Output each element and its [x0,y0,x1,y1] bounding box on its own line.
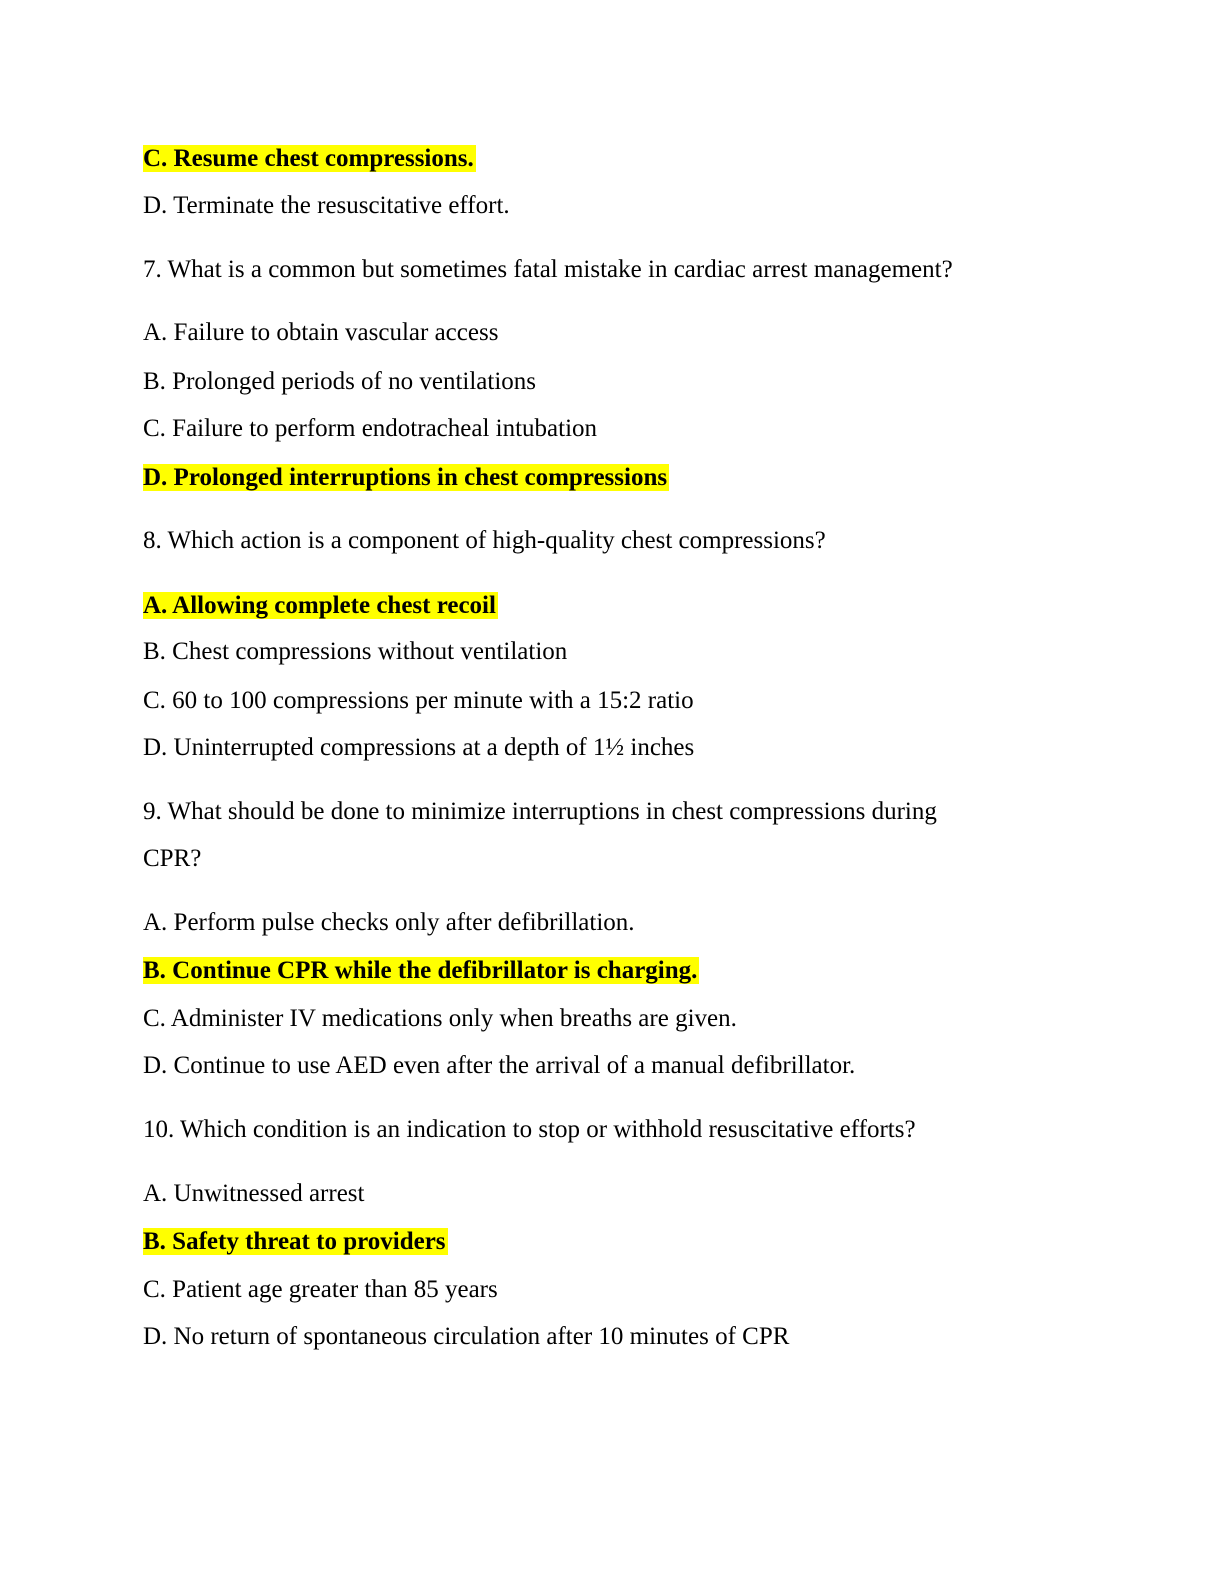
question-9: 9. What should be done to minimize interruptions in chest compressions during [143,798,937,825]
answer-option-7a: A. Failure to obtain vascular access [143,319,499,346]
answer-option-6d: D. Terminate the resuscitative effort. [143,192,510,219]
answer-option-10d: D. No return of spontaneous circulation after 10 minutes of CPR [143,1323,790,1350]
question-9-continued: CPR? [143,845,202,872]
answer-option-10b: B. Safety threat to providers [143,1228,446,1255]
answer-option-7c: C. Failure to perform endotracheal intubation [143,415,598,442]
answer-option-9c: C. Administer IV medications only when breaths are given. [143,1005,737,1032]
answer-option-8c: C. 60 to 100 compressions per minute with a 15:2 ratio [143,687,694,714]
answer-option-10c: C. Patient age greater than 85 years [143,1276,498,1303]
question-10: 10. Which condition is an indication to stop or withhold resuscitative efforts? [143,1116,916,1143]
answer-option-9d: D. Continue to use AED even after the arrival of a manual defibrillator. [143,1052,856,1079]
answer-option-8b: B. Chest compressions without ventilation [143,638,568,665]
answer-option-9b: B. Continue CPR while the defibrillator is charging. [143,957,698,984]
answer-option-6c: C. Resume chest compressions. [143,145,474,172]
answer-option-10a: A. Unwitnessed arrest [143,1180,365,1207]
question-8: 8. Which action is a component of high-quality chest compressions? [143,527,826,554]
answer-option-9a: A. Perform pulse checks only after defibrillation. [143,909,635,936]
answer-option-8d: D. Uninterrupted compressions at a depth of 1½ inches [143,734,695,761]
answer-option-8a: A. Allowing complete chest recoil [143,592,496,619]
answer-option-7b: B. Prolonged periods of no ventilations [143,368,537,395]
answer-option-7d: D. Prolonged interruptions in chest compressions [143,464,668,491]
question-7: 7. What is a common but sometimes fatal mistake in cardiac arrest management? [143,256,953,283]
